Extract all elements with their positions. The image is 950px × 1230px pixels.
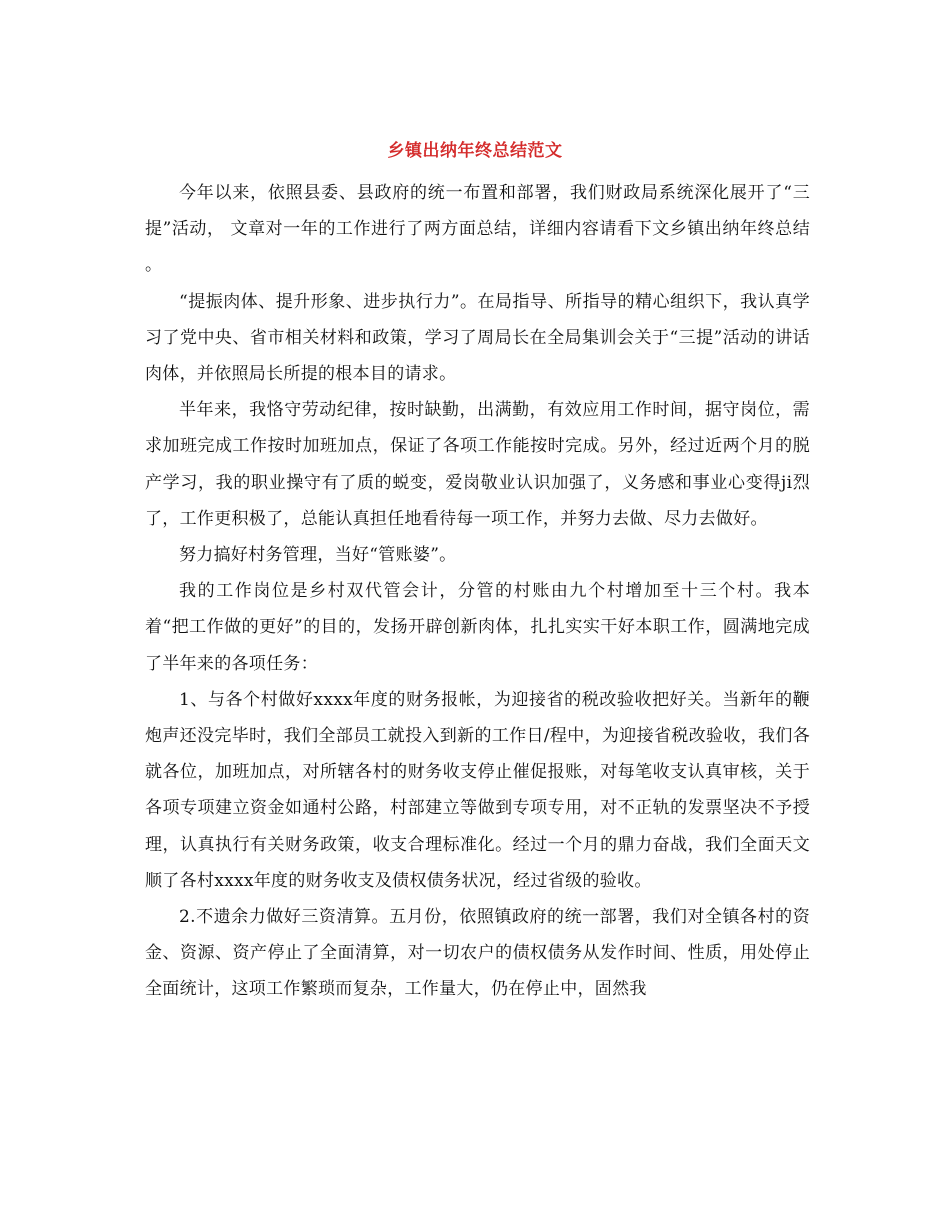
document-body	[145, 175, 810, 1008]
paragraph: 1、与各个村做好xxxx年度的财务报帐，为迎接省的税改验收把好关。当新年的鞭炮声还没完毕时，我们全部员工就投入到新的工作日/程中，为迎接省税改验收，我们各就各位，加班加点，对所辖各村的财务收支停止催促报账，对每笔收支认真审核，关于各项专项建立资金如通村公路，村部建立等做到专项专用，对不正轨的发票坚决不予授理，认真执行有关财务政策，收支合理标准化。经过一个月的鼎力奋战，我们全面天文顺了各村xxxx年度的财务收支及债权债务状况，经过省级的验收。	[145, 689, 810, 891]
paragraph: 半年来，我恪守劳动纪律，按时缺勤，出满勤，有效应用工作时间，据守岗位，需求加班完成工作按时加班加点，保证了各项工作能按时完成。另外，经过近两个月的脱产学习，我的职业操守有了质的蜕变，爱岗敬业认识加强了，义务感和事业心变得ji烈了，工作更积极了，总能认真担任地看待每一项工作，并努力去做、尽力去做好。	[145, 400, 810, 529]
document-title: 乡镇出纳年终总结范文	[387, 141, 563, 161]
paragraph: 2.不遗余力做好三资清算。五月份，依照镇政府的统一部署，我们对全镇各村的资金、资源、资产停止了全面清算，对一切农户的债权债务从发作时间、性质，用处停止全面统计，这项工作繁琐而复杂，工作量大，仍在停止中，固然我	[145, 907, 810, 1000]
paragraph: 今年以来，依照县委、县政府的统一布置和部署，我们财政局系统深化展开了“三提”活动， 文章对一年的工作进行了两方面总结，详细内容请看下文乡镇出纳年终总结 。	[145, 183, 810, 276]
paragraph: “提振肉体、提升形象、进步执行力”。在局指导、所指导的精心组织下，我认真学习了党中央、省市相关材料和政策，学习了周局长在全局集训会关于“三提”活动的讲话肉体，并依照局长所提的根本目的请求。	[145, 291, 810, 385]
paragraph: 努力搞好村务管理，当好“管账婆”。	[179, 545, 457, 566]
paragraph: 我的工作岗位是乡村双代管会计，分管的村账由九个村增加至十三个村。我本着“把工作做的更好”的目的，发扬开辟创新肉体，扎扎实实干好本职工作，圆满地完成了半年来的各项任务：	[145, 581, 810, 674]
